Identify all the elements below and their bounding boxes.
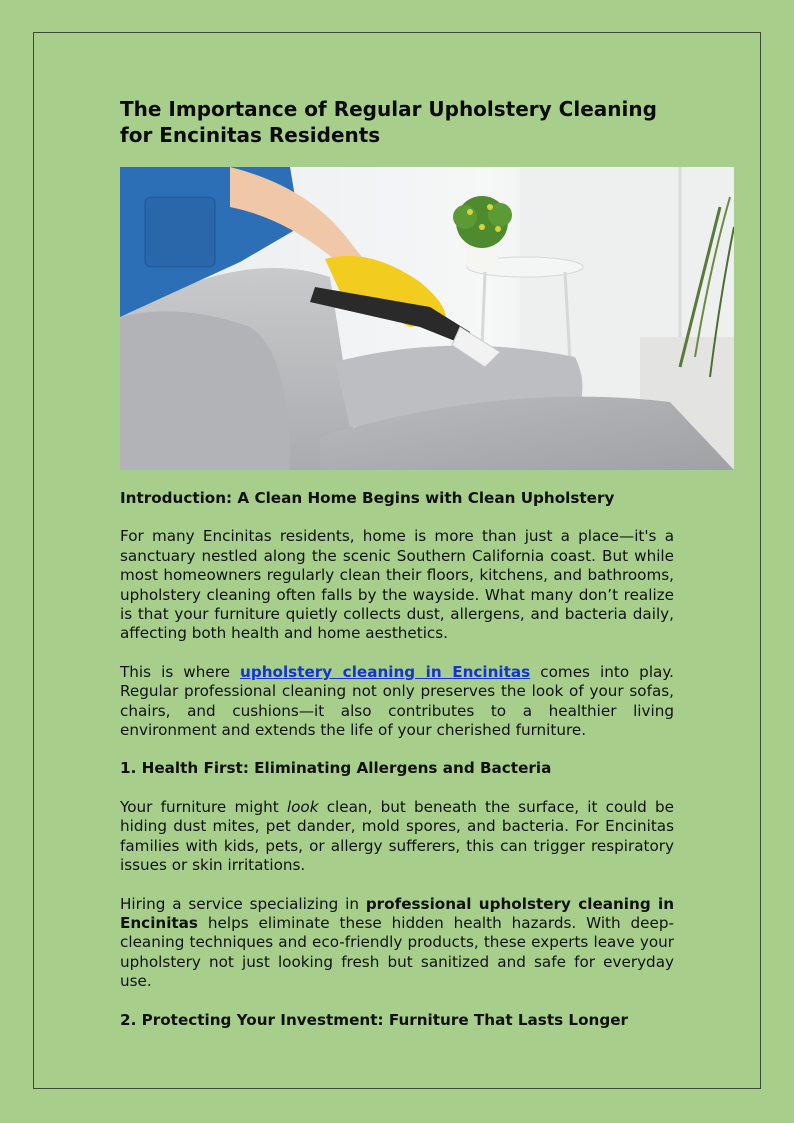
article-body: [120, 489, 674, 1049]
section-1-heading: 1. Health First: Eliminating Allergens and Bacteria: [120, 759, 552, 778]
hero-image: [120, 167, 734, 470]
section-2-heading: 2. Protecting Your Investment: Furniture That Lasts Longer: [120, 1010, 629, 1029]
section-1-paragraph-1: [120, 798, 674, 876]
section-1-paragraph-1-start: Your furniture might: [120, 797, 287, 816]
emphasis-look: look: [286, 797, 319, 816]
section-1-paragraph-2: [120, 895, 674, 992]
intro-paragraph-1: For many Encinitas residents, home is more than just a place—it's a sanctuary nestled along the scenic Southern California coast. But while most homeowners regularly clean their floors, kitchens, and bathrooms, upholstery cleaning often falls by the wayside. What many don’t realize is that your furniture quietly collects dust, allergens, and bacteria daily, affecting both health and home aesthetics.: [120, 527, 674, 643]
section-1-paragraph-2-end: helps eliminate these hidden health hazards. With deep-cleaning techniques and eco-friendly products, these experts leave your upholstery not just looking fresh but sanitized and safe for everyday use.: [120, 913, 674, 991]
intro-paragraph-2-end: comes into play. Regular professional cleaning not only preserves the look of your sofas, chairs, and cushions—it also contributes to a healthier living environment and extends the life of your cherished furniture.: [120, 662, 674, 740]
upholstery-cleaning-link[interactable]: upholstery cleaning in Encinitas: [240, 662, 531, 681]
article-header: [120, 96, 674, 148]
professional-cleaning-emphasis: professional upholstery cleaning in Encinitas: [120, 894, 675, 932]
intro-heading: Introduction: A Clean Home Begins with Clean Upholstery: [120, 489, 615, 507]
section-1-paragraph-2-start: Hiring a service specializing in: [120, 894, 366, 913]
article-title: The Importance of Regular Upholstery Cleaning for Encinitas Residents: [120, 97, 657, 147]
intro-paragraph-2-start: This is where: [120, 662, 241, 681]
section-1-paragraph-1-end: clean, but beneath the surface, it could be hiding dust mites, pet dander, mold spores, and bacteria. For Encinitas families with kids, pets, or allergy sufferers, this can trigger respiratory issues or skin irritations.: [120, 797, 674, 875]
intro-paragraph-2: [120, 663, 674, 741]
